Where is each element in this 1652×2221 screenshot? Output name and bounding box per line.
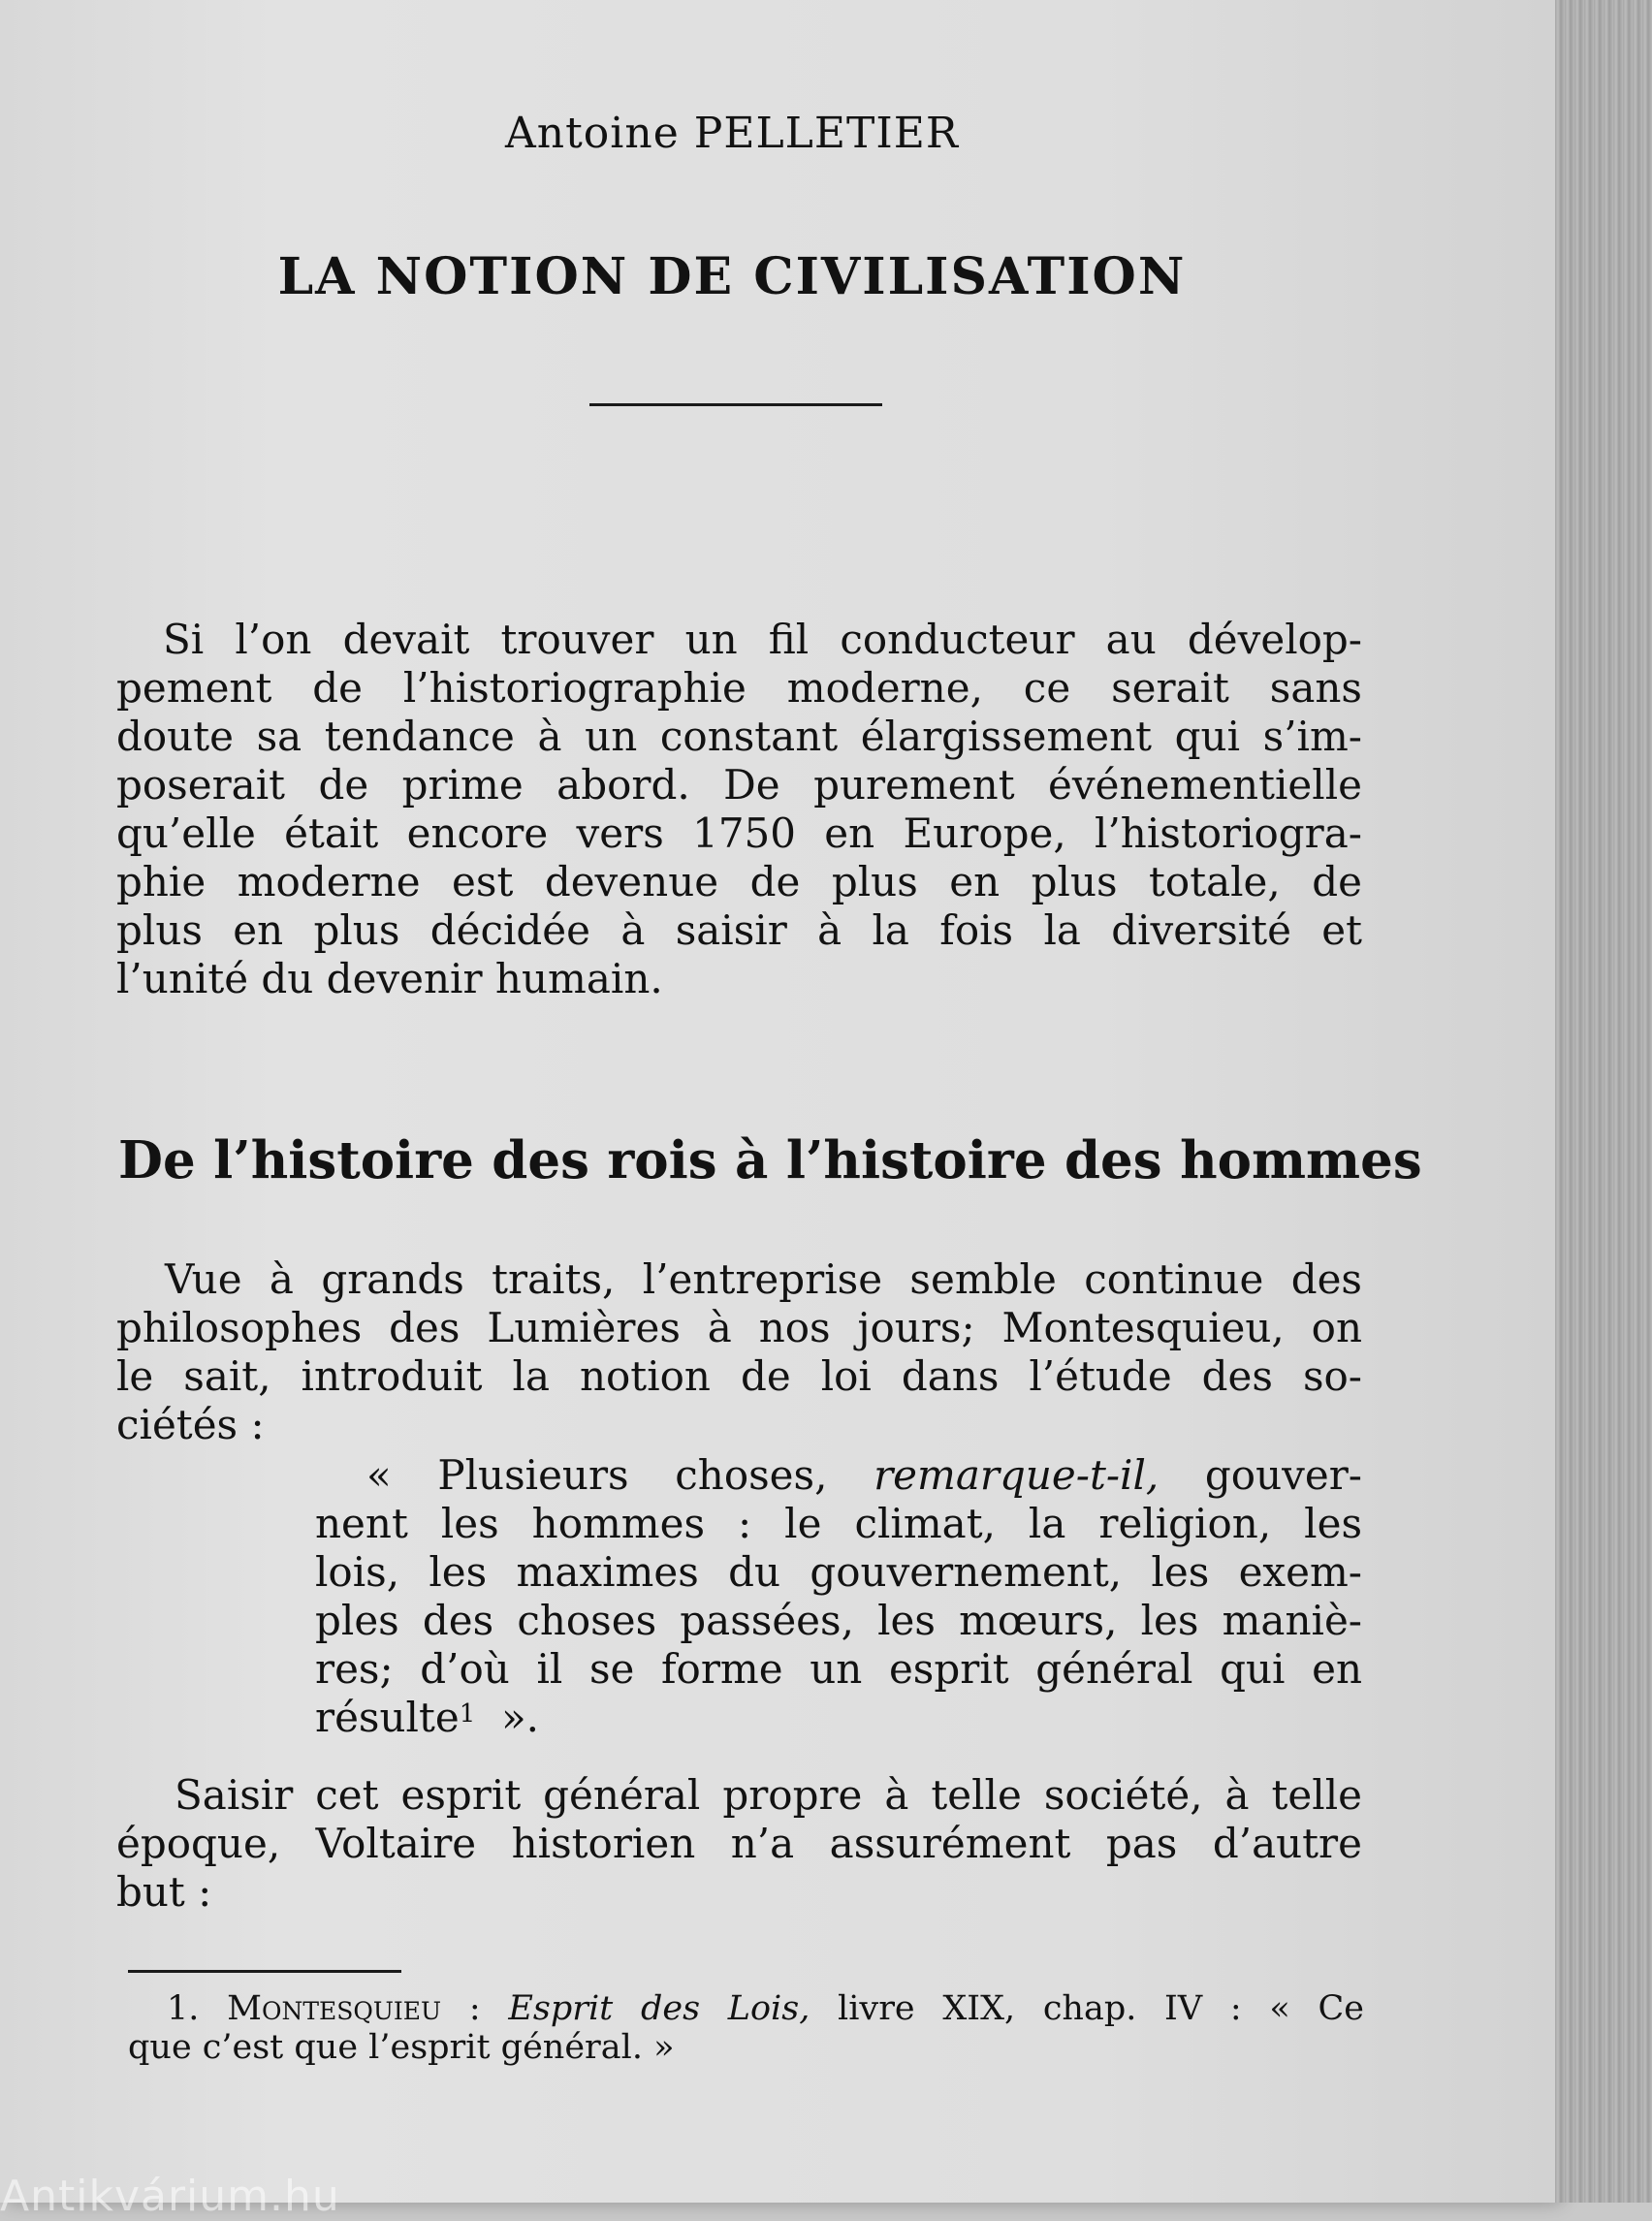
quote-line: lois, les maximes du gouvernement, les exem- [315, 1548, 1362, 1596]
intro-line: pement de l’historiographie moderne, ce serait sans [116, 664, 1362, 712]
chapter-title: LA NOTION DE CIVILISATION [277, 247, 1187, 306]
intro-line: plus en plus décidée à saisir à la fois la diversité et [116, 906, 1362, 954]
title-divider [589, 403, 882, 406]
author-name [0, 109, 1464, 158]
quote-text: gouver- [1204, 1451, 1362, 1499]
footnote-divider [128, 1970, 401, 1973]
quote-line: nent les hommes : le climat, la religion, les [315, 1500, 1362, 1547]
paragraph-line: ciétés : [116, 1401, 265, 1448]
paragraph-line: époque, Voltaire historien n’a assurément pas d’autre [116, 1820, 1362, 1867]
footnote-number: 1. [167, 1989, 200, 2028]
section-heading: De l’histoire des rois à l’histoire des hommes [118, 1130, 1422, 1190]
intro-line: qu’elle était encore vers 1750 en Europe, l’historiogra- [116, 809, 1362, 857]
quote-line: ples des choses passées, les mœurs, les maniè- [315, 1597, 1362, 1644]
quote-text: résulte [315, 1694, 460, 1741]
intro-line: l’unité du devenir humain. [116, 955, 663, 1002]
paragraph-line: philosophes des Lumières à nos jours; Montesquieu, on [116, 1304, 1362, 1351]
intro-line: Si l’on devait trouver un fil conducteur au dévelop- [163, 616, 1362, 663]
quote-text: « Plusieurs choses, [366, 1451, 828, 1499]
paragraph-line: le sait, introduit la notion de loi dans l’étude des so- [116, 1352, 1362, 1400]
page-stack-edge [1555, 0, 1652, 2203]
footnote-work: Esprit des Lois, [508, 1989, 810, 2028]
paragraph-line: Vue à grands traits, l’entreprise semble continue des [165, 1255, 1362, 1303]
author-last-name: PELLETIER [693, 109, 959, 158]
footnote-text: livre XIX, chap. IV : « Ce [838, 1989, 1364, 2028]
intro-line: poserait de prime abord. De purement événementielle [116, 761, 1362, 809]
author-first-name: Antoine [505, 109, 680, 158]
footnote-line [167, 1989, 1364, 2028]
footnote-line: que c’est que l’esprit général. » [128, 2028, 675, 2067]
paragraph-line: but : [116, 1868, 212, 1916]
watermark: Antikvárium.hu [0, 2172, 340, 2221]
intro-line: doute sa tendance à un constant élargissement qui s’im- [116, 713, 1362, 760]
quote-line [366, 1452, 1362, 1499]
paragraph-line: Saisir cet esprit général propre à telle société, à telle [175, 1771, 1362, 1819]
footnote-reference: 1 [459, 1699, 476, 1729]
quote-text: ». [500, 1694, 539, 1741]
quote-line [315, 1695, 1362, 1741]
quote-line: res; d’où il se forme un esprit général qui en [315, 1645, 1362, 1693]
footnote-separator: : [468, 1989, 481, 2028]
footnote-author: Montesquieu [227, 1989, 442, 2028]
quote-italic-text: remarque-t-il, [874, 1451, 1160, 1499]
intro-line: phie moderne est devenue de plus en plus totale, de [116, 858, 1362, 905]
